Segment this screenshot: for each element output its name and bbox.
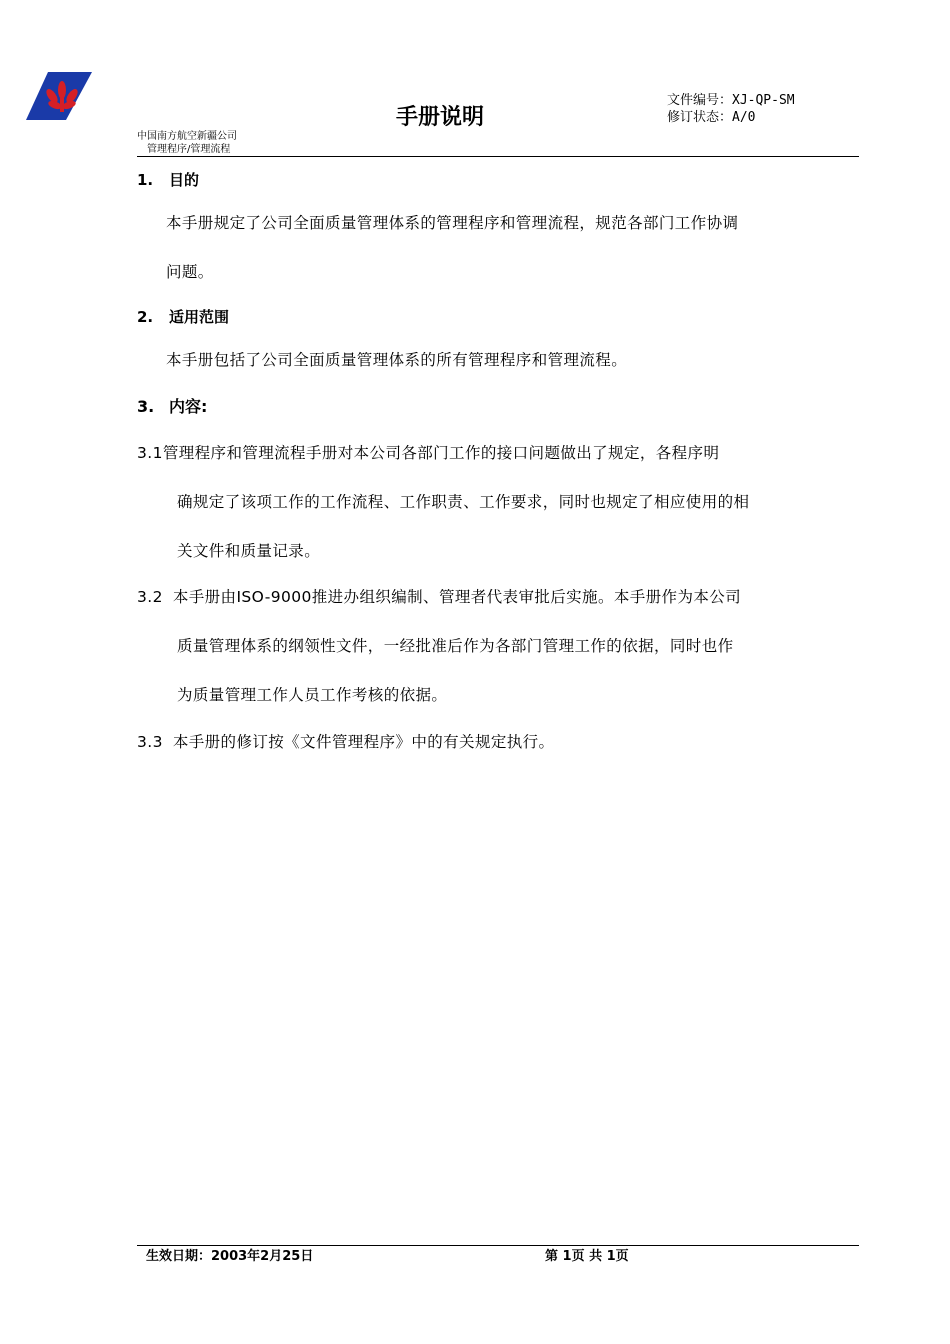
list-item-3-1 (137, 442, 719, 464)
paragraph-line: 管理程序和管理流程手册对本公司各部门工作的接口问题做出了规定，各程序明 (162, 444, 720, 462)
section-heading-purpose (137, 169, 199, 191)
paragraph-line: 为质量管理工作人员工作考核的依据。 (177, 686, 448, 704)
paragraph-line: 本手册由ISO-9000推进办组织编制、管理者代表审批后实施。本手册作为本公司 (172, 588, 742, 606)
paragraph-line: 问题。 (166, 263, 214, 281)
paragraph-line: 关文件和质量记录。 (177, 542, 321, 560)
section-title: 内容: (169, 397, 208, 416)
item-number: 3.3 (137, 733, 163, 751)
paragraph-line: 本手册规定了公司全面质量管理体系的管理程序和管理流程，规范各部门工作协调 (166, 214, 739, 232)
section-number: 2. (137, 308, 154, 326)
item-number: 3.1 (137, 444, 163, 462)
department-label: 管理程序/管理流程 (147, 144, 231, 155)
paragraph-line: 本手册的修订按《文件管理程序》中的有关规定执行。 (172, 733, 555, 751)
paragraph-line: 确规定了该项工作的工作流程、工作职责、工作要求，同时也规定了相应使用的相 (177, 493, 750, 511)
section-title: 适用范围 (169, 308, 230, 326)
section-number: 1. (137, 171, 154, 189)
paragraph-line: 质量管理体系的纲领性文件，一经批准后作为各部门管理工作的依据，同时也作 (177, 637, 734, 655)
footer-divider (137, 1245, 859, 1246)
list-item-3-3 (137, 731, 554, 753)
paragraph-line: 本手册包括了公司全面质量管理体系的所有管理程序和管理流程。 (166, 351, 628, 369)
document-title: 手册说明 (396, 105, 485, 130)
airline-logo-icon (26, 72, 92, 120)
company-name: 中国南方航空新疆公司 (137, 131, 237, 142)
section-number: 3. (137, 397, 155, 416)
section-heading-scope (137, 306, 229, 328)
section-heading-content (137, 396, 207, 418)
page-info: 第 1页 共 1页 (545, 1249, 629, 1264)
list-item-3-2 (137, 586, 741, 608)
item-number: 3.2 (137, 588, 163, 606)
revision-status: 修订状态：A/0 (667, 110, 756, 125)
effective-date: 生效日期：2003年2月25日 (146, 1249, 314, 1264)
document-number: 文件编号：XJ-QP-SM (667, 93, 795, 108)
section-title: 目的 (169, 171, 200, 189)
header-divider (137, 156, 859, 157)
